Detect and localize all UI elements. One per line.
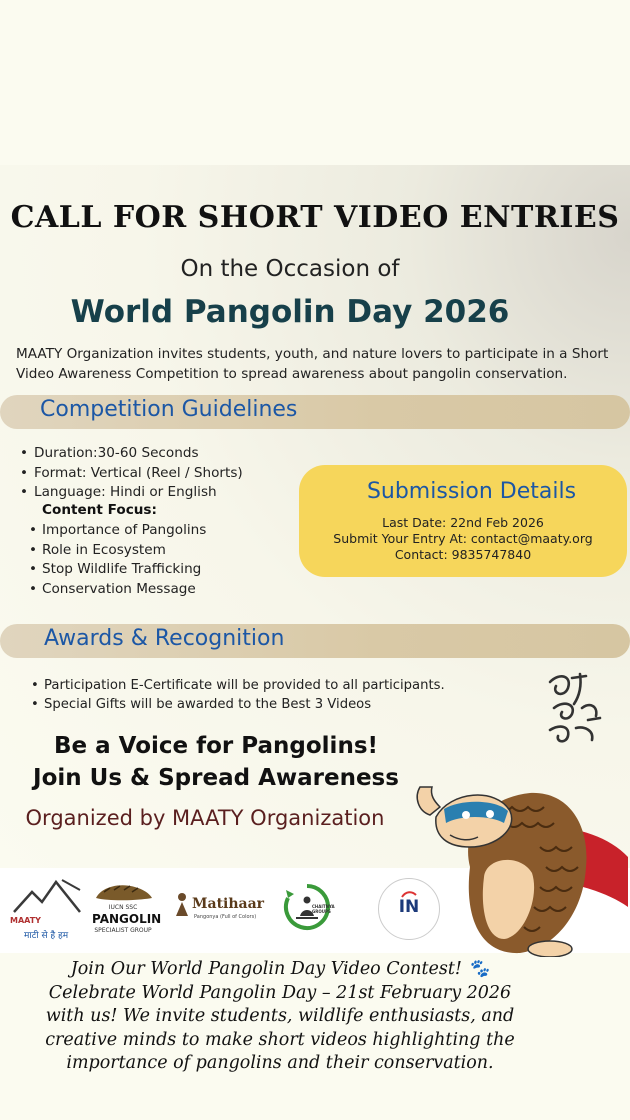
list-item: • Special Gifts will be awarded to the Best 3 Videos <box>44 695 445 714</box>
iucn-label: IUCN SSC <box>108 904 138 911</box>
guidelines-banner <box>0 395 630 429</box>
submission-entry: Submit Your Entry At: contact@maaty.org <box>333 531 593 546</box>
awards-heading: Awards & Recognition <box>44 626 285 651</box>
in-badge-label: IN <box>398 897 420 917</box>
maaty-logo <box>10 876 85 944</box>
awards-list <box>44 676 445 714</box>
footer-line: importance of pangolins and their conservation. <box>66 1053 494 1073</box>
maaty-logo-label: MAATY <box>10 916 41 925</box>
slogan-line-1: Be a Voice for Pangolins! <box>53 733 378 759</box>
event-title: World Pangolin Day 2026 <box>70 294 510 330</box>
organized-by: Organized by MAATY Organization <box>25 806 385 830</box>
pangolin-sg-logo <box>92 880 162 946</box>
list-item: • Role in Ecosystem <box>42 541 206 561</box>
list-item: • Language: Hindi or English <box>34 483 243 503</box>
footer-line: with us! We invite students, wildlife enthusiasts, and <box>45 1006 515 1026</box>
list-item: • Duration:30-60 Seconds <box>34 444 243 464</box>
pangolin-silhouette-icon <box>92 880 154 904</box>
footer-line: Celebrate World Pangolin Day – 21st February 2026 <box>48 982 512 1003</box>
awards-banner <box>0 624 630 658</box>
maaty-script-icon <box>542 668 610 754</box>
poster-title: CALL FOR SHORT VIDEO ENTRIES <box>10 200 620 235</box>
footer-line: Join Our World Pangolin Day Video Contest! 🐾 <box>70 959 490 979</box>
list-item: • Participation E-Certificate will be provided to all participants. <box>44 676 445 695</box>
content-focus-list <box>42 521 206 599</box>
list-item: • Stop Wildlife Trafficking <box>42 560 206 580</box>
list-item: • Format: Vertical (Reel / Shorts) <box>34 464 243 484</box>
list-item: • Conservation Message <box>42 580 206 600</box>
matihaar-tagline: Pangonya (Full of Colors) <box>194 914 257 920</box>
mountain-icon <box>10 876 85 918</box>
submission-heading: Submission Details <box>366 479 577 504</box>
matihaar-label: Matihaar <box>192 896 265 912</box>
guidelines-list <box>34 444 243 503</box>
list-item: • Importance of Pangolins <box>42 521 206 541</box>
intro-paragraph: MAATY Organization invites students, youth, and nature lovers to participate in a Short Video Awareness Competition to spread awareness about pangolin conservation. <box>16 346 609 382</box>
pangolin-mascot-icon <box>400 757 630 957</box>
guidelines-heading: Competition Guidelines <box>40 397 298 422</box>
submission-box <box>299 465 627 577</box>
maaty-logo-tagline: माटी से है हम <box>24 931 69 941</box>
footer-line: creative minds to make short videos highlighting the <box>45 1029 515 1050</box>
submission-contact: Contact: 9835747840 <box>394 547 532 562</box>
slogan-line-2: Join Us & Spread Awareness <box>33 765 399 791</box>
pangolin-label: PANGOLIN <box>92 912 162 926</box>
matihaar-logo <box>172 890 264 930</box>
footer-text <box>0 958 560 1076</box>
submission-last-date: Last Date: 22nd Feb 2026 <box>382 515 544 530</box>
figure-icon <box>172 892 192 918</box>
content-focus-heading: Content Focus: <box>42 502 157 518</box>
specialist-group-label: SPECIALIST GROUP <box>94 927 152 934</box>
chaitanya-label: CHAITNYA GROUPS <box>312 904 335 914</box>
chaitanya-logo <box>282 882 342 938</box>
occasion-text: On the Occasion of <box>180 256 400 282</box>
